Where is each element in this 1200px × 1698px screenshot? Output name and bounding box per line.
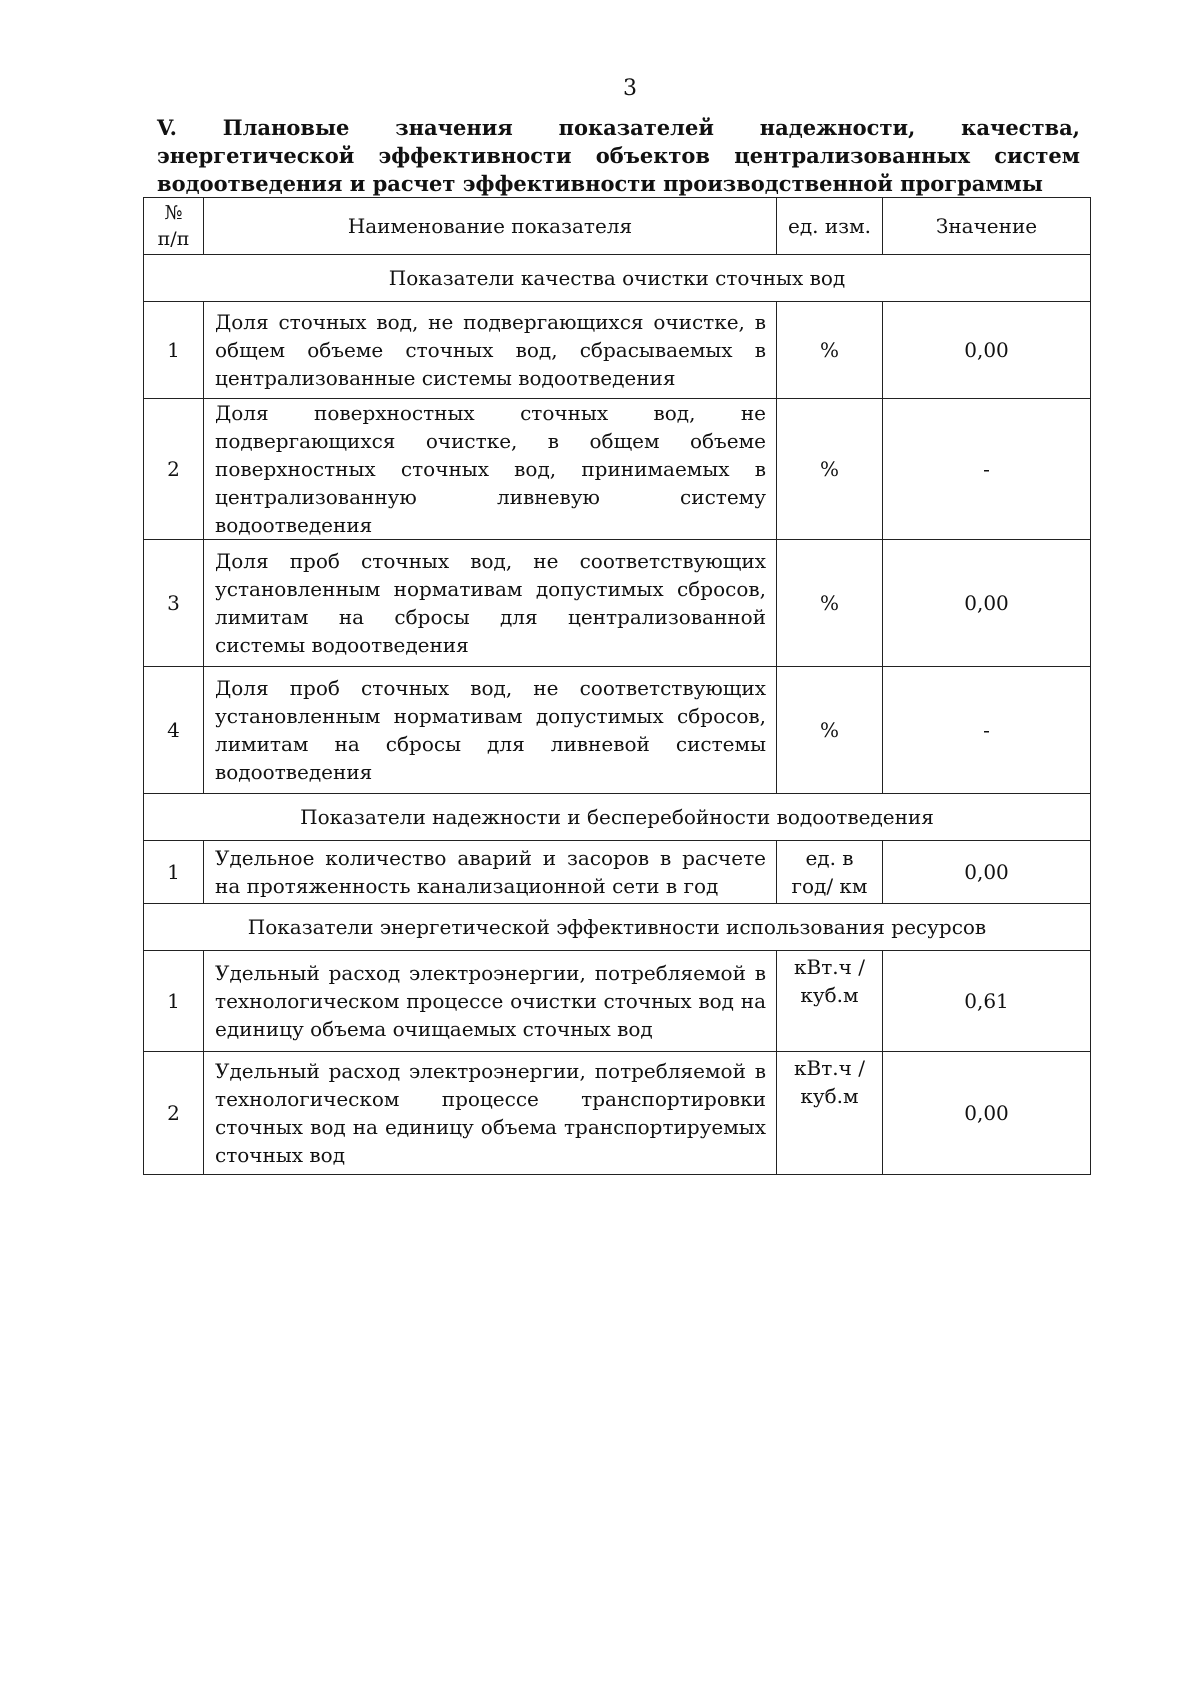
indicator-value: 0,61 [883,951,1091,1052]
row-number: 2 [144,399,204,540]
indicator-name: Доля поверхностных сточных вод, не подвергающихся очистке, в общем объеме поверхностных сточных вод, принимаемых в централизованную ливневую систему водоотведения [204,399,777,540]
header-unit: ед. изм. [777,198,883,255]
indicator-name: Удельный расход электроэнергии, потребляемой в технологическом процессе очистки сточных вод на единицу объема очищаемых сточных вод [204,951,777,1052]
indicator-value: - [883,399,1091,540]
table-row [144,667,1091,794]
indicator-value: 0,00 [883,540,1091,667]
indicator-name: Удельное количество аварий и засоров в расчете на протяженность канализационной сети в год [204,841,777,904]
table-row [144,399,1091,540]
table-row [144,302,1091,399]
table-row [144,1052,1091,1175]
table-row [144,540,1091,667]
indicators-table [143,197,1091,1175]
row-number: 2 [144,1052,204,1175]
header-name: Наименование показателя [204,198,777,255]
page-number: 3 [623,76,637,101]
indicator-unit: % [777,302,883,399]
indicator-name: Доля проб сточных вод, не соответствующих установленным нормативам допустимых сбросов, лимитам на сбросы для ливневой системы водоотведения [204,667,777,794]
section-title: Показатели энергетической эффективности использования ресурсов [144,904,1091,951]
row-number: 1 [144,841,204,904]
indicator-unit: % [777,399,883,540]
row-number: 1 [144,302,204,399]
section-header-row [144,794,1091,841]
section-heading: V. Плановые значения показателей надежности, качества, энергетической эффективности объектов централизованных систем водоотведения и расчет эффективности производственной программы [157,115,1080,196]
indicator-name: Удельный расход электроэнергии, потребляемой в технологическом процессе транспортировки сточных вод на единицу объема транспортируемых сточных вод [204,1052,777,1175]
table-row [144,841,1091,904]
table-row [144,951,1091,1052]
section-header-row [144,255,1091,302]
indicator-value: 0,00 [883,1052,1091,1175]
section-title: Показатели надежности и бесперебойности водоотведения [144,794,1091,841]
indicator-unit: % [777,667,883,794]
row-number: 1 [144,951,204,1052]
header-number: № п/п [144,198,204,255]
section-title: Показатели качества очистки сточных вод [144,255,1091,302]
section-header-row [144,904,1091,951]
indicator-name: Доля проб сточных вод, не соответствующих установленным нормативам допустимых сбросов, лимитам на сбросы для централизованной системы водоотведения [204,540,777,667]
row-number: 3 [144,540,204,667]
indicator-unit: кВт.ч / куб.м [777,1052,883,1175]
indicator-value: 0,00 [883,841,1091,904]
indicator-unit: кВт.ч / куб.м [777,951,883,1052]
indicator-name: Доля сточных вод, не подвергающихся очистке, в общем объеме сточных вод, сбрасываемых в централизованные системы водоотведения [204,302,777,399]
indicator-value: 0,00 [883,302,1091,399]
indicator-unit: % [777,540,883,667]
header-value: Значение [883,198,1091,255]
indicator-value: - [883,667,1091,794]
indicator-unit: ед. в год/ км [777,841,883,904]
table-header-row [144,198,1091,255]
row-number: 4 [144,667,204,794]
